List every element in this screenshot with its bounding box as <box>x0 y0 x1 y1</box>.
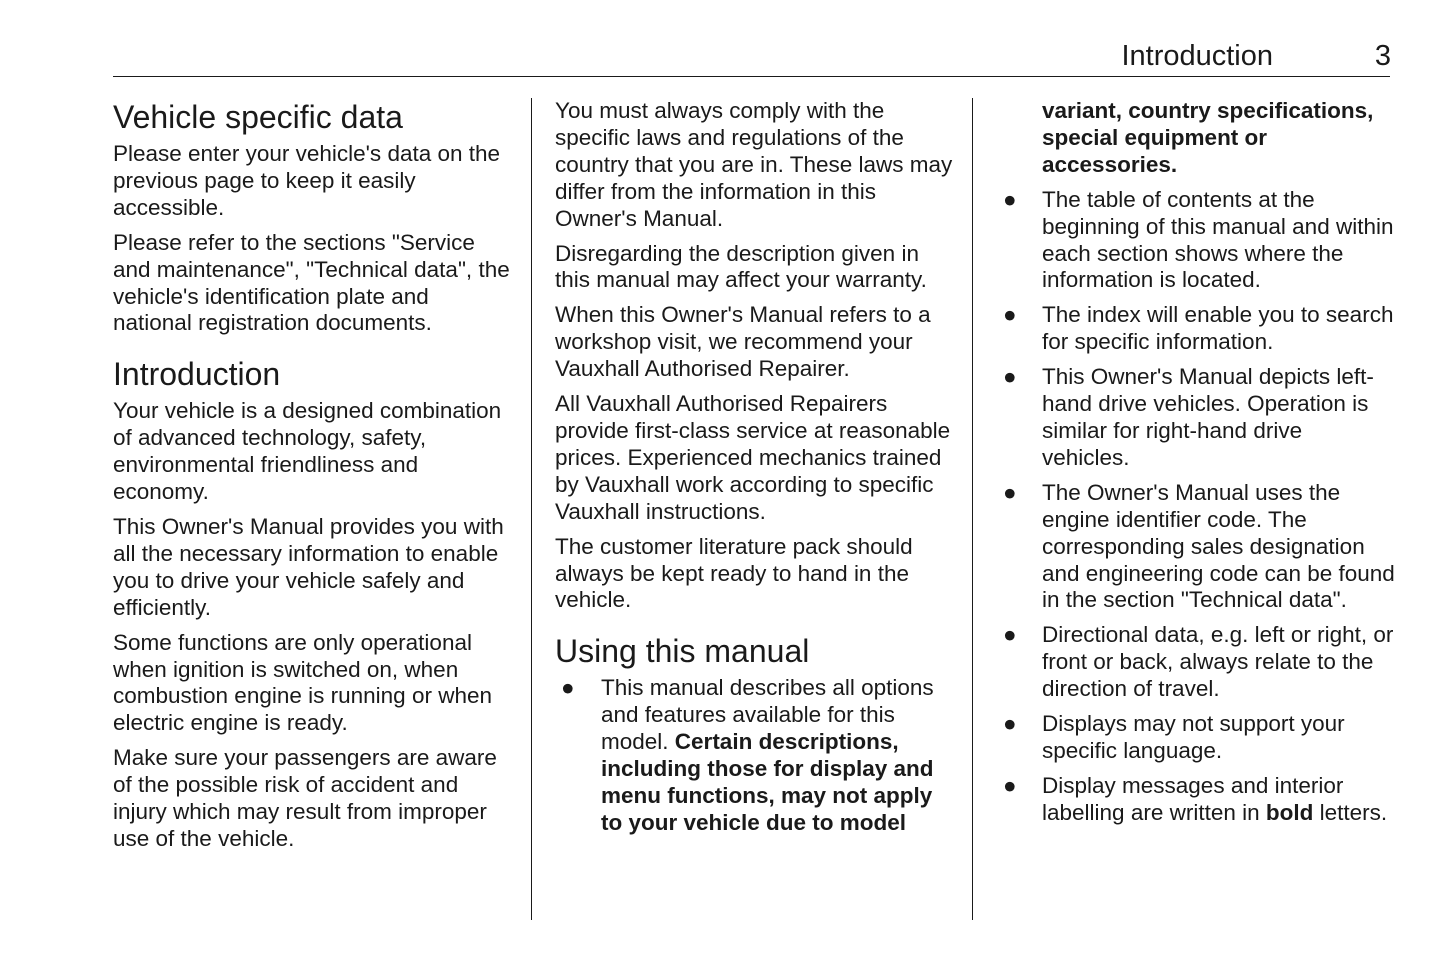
list-item-bold-text: variant, country specifications, special equipment or accessories. <box>1042 98 1374 177</box>
bullet-icon: ● <box>561 675 575 701</box>
list-item <box>1003 187 1395 295</box>
list-item-text: This manual describes all options and features available for this model. <box>601 675 934 755</box>
bullet-icon: ● <box>1003 364 1017 390</box>
list-item <box>1003 364 1395 472</box>
paragraph: Please refer to the sections "Service and maintenance", "Technical data", the vehicle's identification plate and national registration documents. <box>113 229 510 336</box>
header-page-number: 3 <box>1374 40 1391 72</box>
bullet-icon: ● <box>1003 302 1017 328</box>
list-item <box>1003 480 1395 615</box>
list-item <box>1003 711 1395 765</box>
list-item <box>1003 773 1395 827</box>
column-2 <box>555 98 955 845</box>
list-item-bold-text: Certain descriptions, including those for display and menu functions, may not apply to your vehicle due to model <box>601 729 934 835</box>
list-item-bold-text: bold <box>1265 799 1314 825</box>
paragraph: This Owner's Manual provides you with all the necessary information to enable you to drive your vehicle safely and efficiently. <box>113 513 504 620</box>
list-item-text: This Owner's Manual depicts left-hand drive vehicles. Operation is similar for right-hand drive vehicles. <box>1042 364 1374 470</box>
paragraph: Some functions are only operational when ignition is switched on, when combustion engine is running or when electric engine is ready. <box>113 629 492 736</box>
paragraph: Your vehicle is a designed combination of advanced technology, safety, environmental friendliness and economy. <box>113 398 502 505</box>
bullet-list <box>555 675 955 836</box>
list-item-continuation <box>1003 98 1395 179</box>
header-rule <box>113 76 1390 77</box>
heading-vehicle-specific-data: Vehicle specific data <box>113 99 403 135</box>
paragraph: Make sure your passengers are aware of the possible risk of accident and injury which may result from improper use of the vehicle. <box>113 745 497 851</box>
list-item <box>1003 302 1395 356</box>
list-item-text: The Owner's Manual uses the engine identifier code. The corresponding sales designation and engineering code can be found in the section "Technical data". <box>1042 479 1395 613</box>
header-section-title: Introduction <box>1121 40 1273 72</box>
bullet-icon: ● <box>1003 479 1017 505</box>
column-3 <box>1003 98 1395 835</box>
column-divider-1 <box>531 98 532 920</box>
paragraph: Disregarding the description given in this manual may affect your warranty. <box>555 240 927 293</box>
bullet-list <box>1003 187 1395 827</box>
column-1 <box>113 98 513 861</box>
list-item-text: letters. <box>1313 799 1388 825</box>
list-item-text: Directional data, e.g. left or right, or front or back, always relate to the direction of travel. <box>1042 622 1394 702</box>
bullet-icon: ● <box>1003 711 1017 737</box>
list-item <box>1003 622 1395 703</box>
list-item-text: The index will enable you to search for specific information. <box>1042 302 1394 355</box>
paragraph: The customer literature pack should always be kept ready to hand in the vehicle. <box>555 533 913 613</box>
heading-using-this-manual: Using this manual <box>555 633 810 670</box>
bullet-icon: ● <box>1003 622 1017 648</box>
paragraph: Please enter your vehicle's data on the previous page to keep it easily accessible. <box>113 141 501 220</box>
column-divider-2 <box>972 98 973 920</box>
paragraph: When this Owner's Manual refers to a workshop visit, we recommend your Vauxhall Authorised Repairer. <box>555 302 931 382</box>
list-item-text: Display messages and interior labelling are written in <box>1042 772 1344 825</box>
paragraph: All Vauxhall Authorised Repairers provide first-class service at reasonable prices. Experienced mechanics trained by Vauxhall work according to specific Vauxhall instructions. <box>555 391 951 524</box>
paragraph: You must always comply with the specific laws and regulations of the country that you are in. These laws may differ from the information in this Owner's Manual. <box>555 98 953 231</box>
list-item <box>555 675 955 836</box>
bullet-icon: ● <box>1003 186 1017 212</box>
heading-introduction: Introduction <box>113 356 281 393</box>
bullet-icon: ● <box>1003 772 1017 798</box>
list-item-text: Displays may not support your specific language. <box>1042 711 1345 763</box>
list-item-text: The table of contents at the beginning of this manual and within each section shows where the information is located. <box>1042 186 1394 293</box>
